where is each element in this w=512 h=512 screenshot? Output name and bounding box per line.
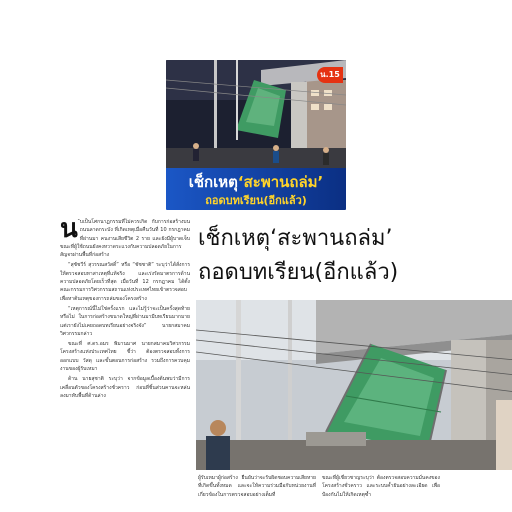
drop-cap: น — [60, 218, 78, 244]
paragraph: ขณะที่ ศ.ดร.อมร พิมานมาศ นายกสมาคมวิศวกรรมโครงสร้างแห่งประเทศไทย ชี้ว่า ต้องตรวจสอบทั้งการออกแบบ วัสดุ และขั้นตอนการก่อสร้าง รวมถึงการควบคุมงานของผู้รับเหมา — [60, 341, 190, 373]
thumbnail-subheadline: ถอดบทเรียน(อีกแล้ว) — [205, 194, 307, 207]
thumbnail-headline-highlight: ‘สะพานถล่ม’ — [237, 173, 324, 191]
collapse-scene-photo — [196, 300, 512, 470]
paragraph: ขณะที่ผู้เชี่ยวชาญระบุว่า ต้องตรวจสอบความมั่นคงของโครงสร้างชั่วคราว และระบบค้ำยันอย่างละเอียด เพื่อป้องกันไม่ให้เกิดเหตุซ้ำ — [322, 475, 440, 498]
article-body-middle — [198, 474, 316, 512]
thumbnail-image — [166, 60, 346, 210]
headline-line-1: เช็กเหตุ‘สะพานถล่ม’ — [198, 226, 393, 251]
article-body-right — [322, 474, 440, 512]
article-headline — [198, 222, 498, 290]
paragraph: ด้าน นายสุชาติ ระบุว่า จากข้อมูลเบื้องต้นพบว่ามีการเคลื่อนตัวของโครงสร้างชั่วคราว ก่อนที่ชิ้นส่วนคานจะหล่นลงมาทับพื้นที่ด้านล่าง — [60, 376, 190, 399]
page-number-badge: น.15 — [317, 67, 343, 83]
paragraph: ผู้รับเหมาผู้ก่อสร้าง ยืนยันว่าจะรับผิดชอบความเสียหายที่เกิดขึ้นทั้งหมด และจะให้ความร่วมมือกับหน่วยงานที่เกี่ยวข้องในการตรวจสอบอย่างเต็มที่ — [198, 475, 316, 498]
headline-line-2: ถอดบทเรียน(อีกแล้ว) — [198, 260, 399, 285]
paragraph: “เหตุการณ์นี้ไม่ใช่ครั้งแรก และไม่รู้ว่าจะเป็นครั้งสุดท้ายหรือไม่ ในการก่อสร้างขนาดใหญ่ที่ผ่านมามีบทเรียนมากมาย แต่เรายังไม่เคยถอดบทเรียนอย่างจริงจัง” นายกสมาคมวิศวกรรมกล่าว — [60, 305, 190, 337]
paragraph: ับเป็นโศกนาฏกรรมที่ไม่ควรเกิด กับการก่อสร้างบนถนนลาดกระบัง ที่เกิดเหตุเมื่อคืนวันที่ 10 กรกฎาคมที่ผ่านมา คนงานเสียชีวิต 2 ราย และยังมีผู้บาดเจ็บ ขณะที่ผู้ใช้ถนนยังคงหวาดระแวงกับความปลอดภัยในการสัญจรผ่านพื้นที่ก่อสร้าง — [60, 219, 190, 259]
paragraph: “สุชัชวีร์ สุวรรณสวัสดิ์” หรือ “ชัชชาติ” ระบุว่าได้สั่งการให้ตรวจสอบหาสาเหตุที่แท้จริง และเร่งรัดมาตรการด้านความปลอดภัยโดยเร็วที่สุด เมื่อวันที่ 12 กรกฎาคม ได้ตั้งคณะกรรมการวิศวกรรมสถานแห่งประเทศไทยเข้าตรวจสอบ เพื่อหาต้นเหตุของการถล่มของโครงสร้าง — [60, 262, 190, 302]
thumbnail-headline-prefix: เช็กเหตุ — [188, 173, 238, 191]
article-photo — [196, 300, 512, 470]
article-body-left — [60, 218, 190, 512]
